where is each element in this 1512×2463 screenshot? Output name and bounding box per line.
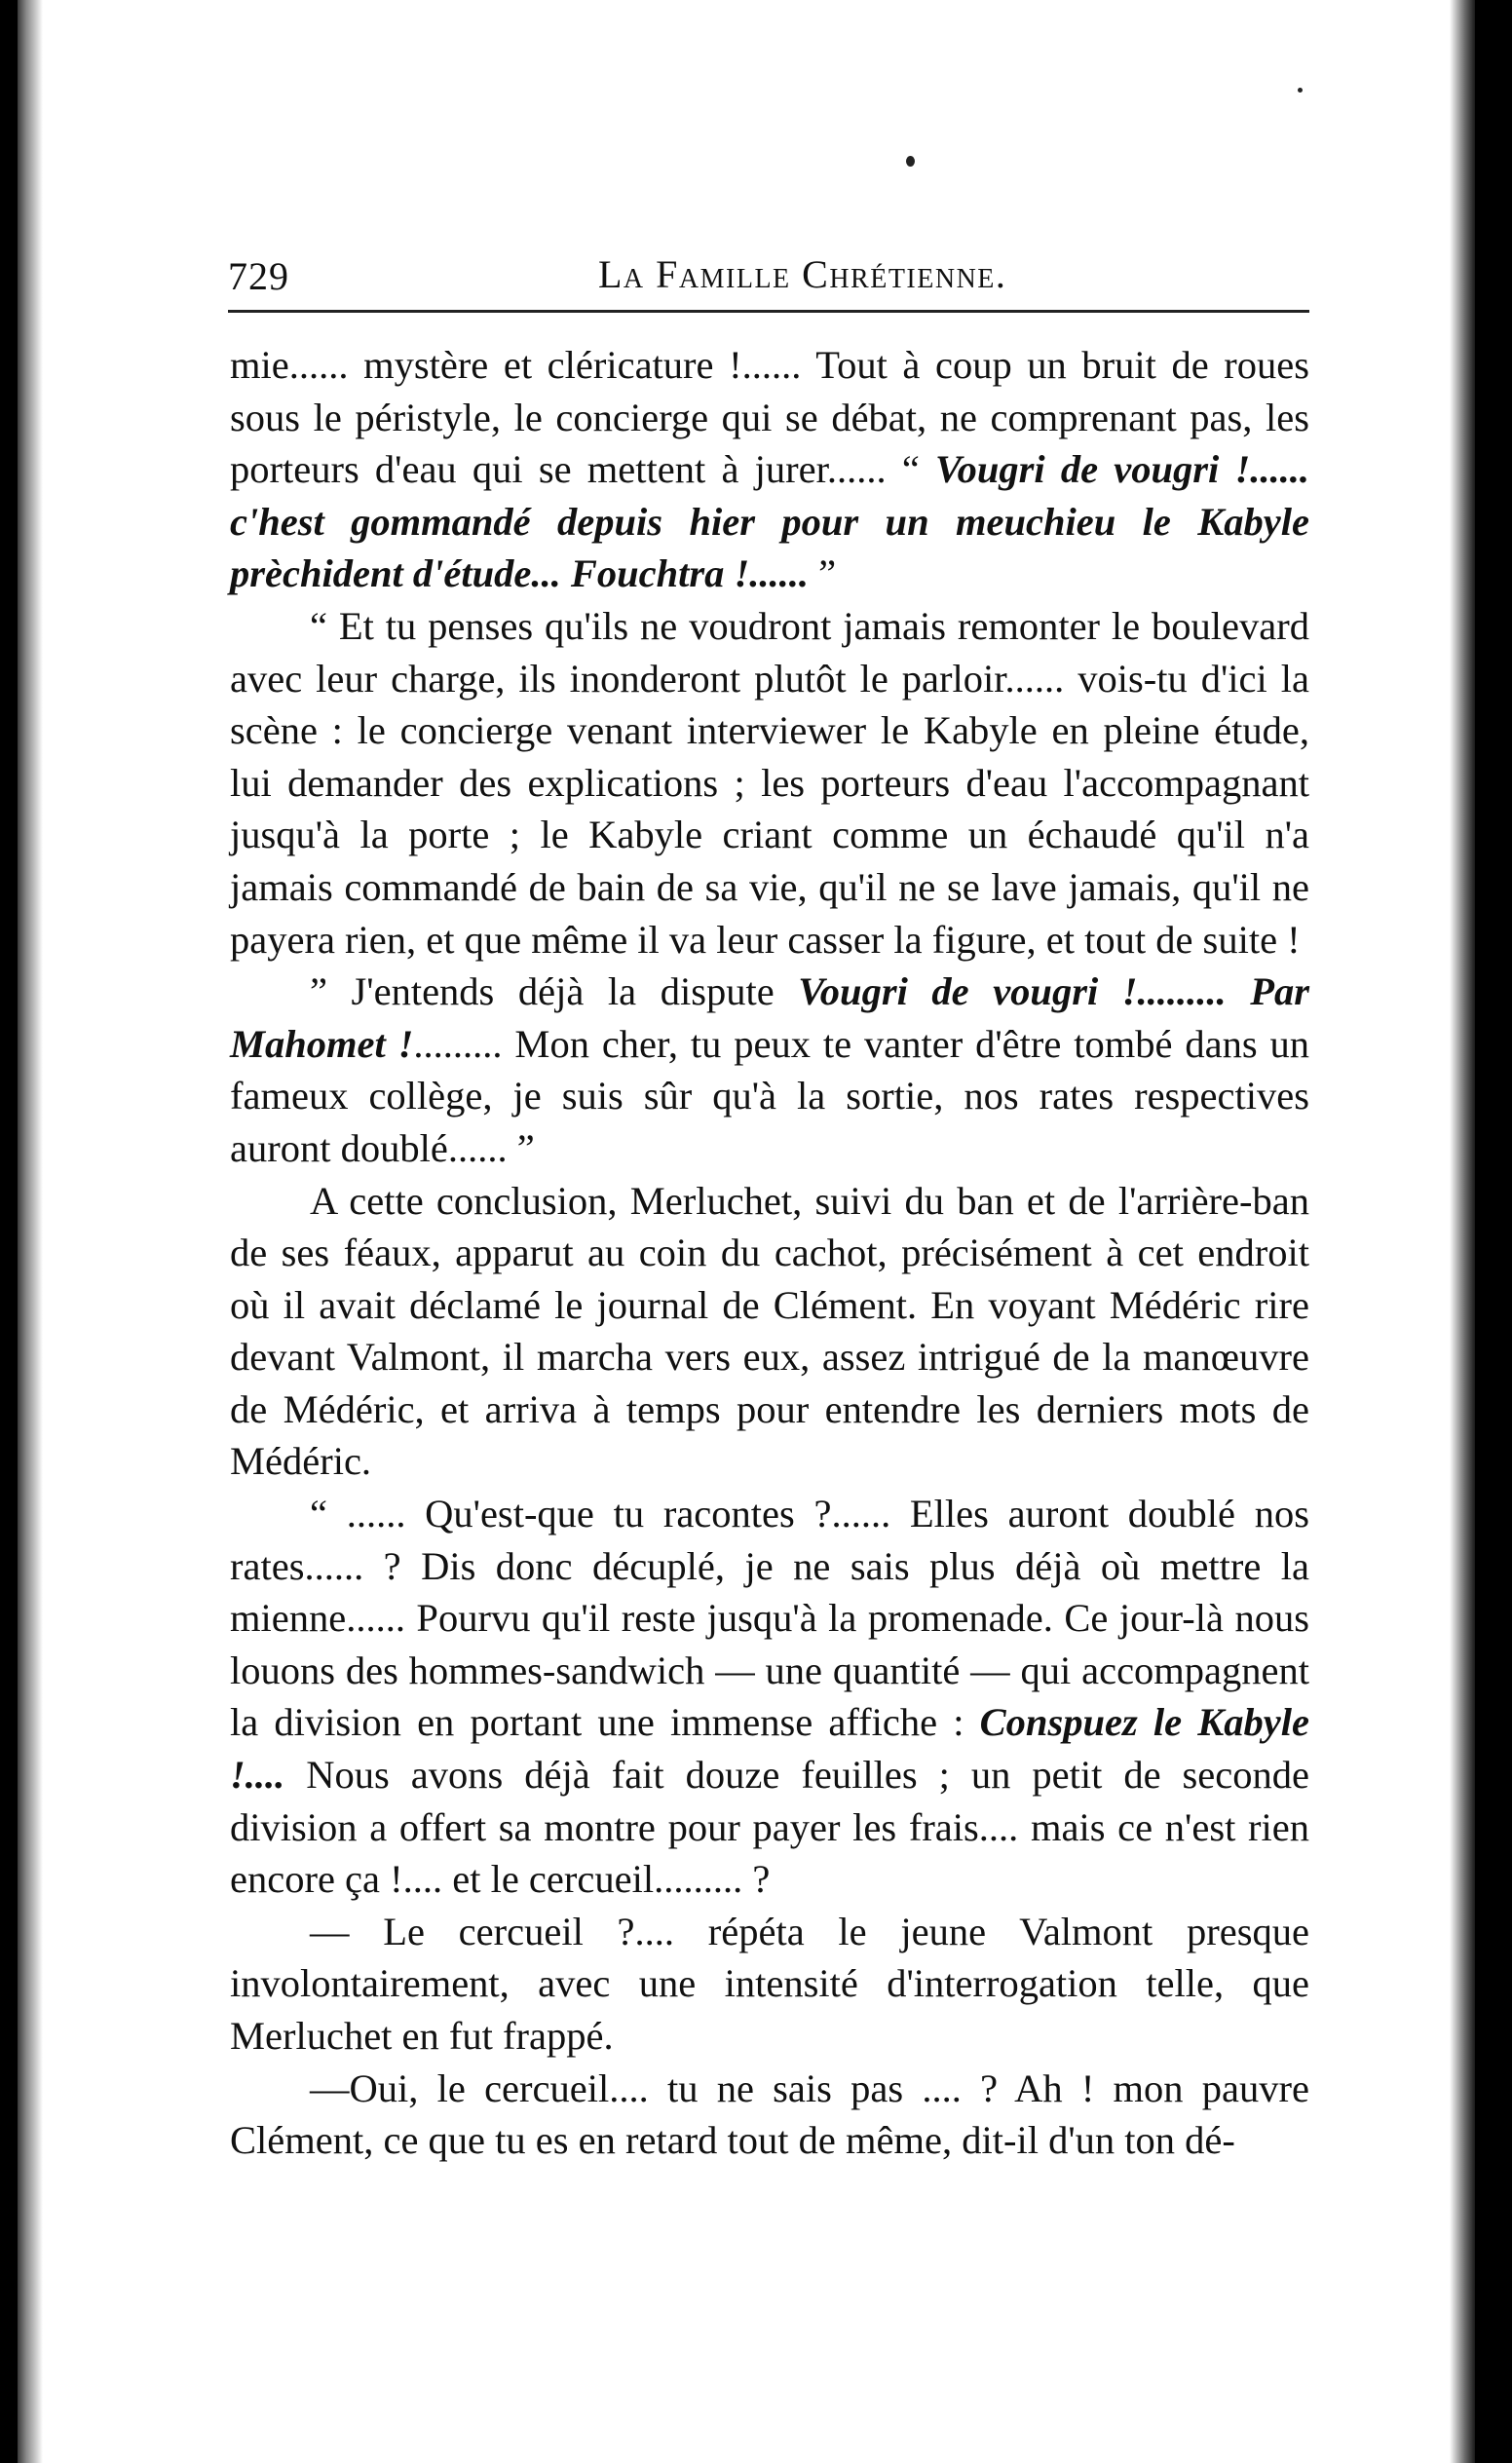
- page-number: 729: [228, 254, 289, 298]
- paragraph: [230, 2063, 1309, 2167]
- text-run: ......... Mon cher, tu peux te vanter d'être tombé dans un fameux collège, je suis sûr qu'à la sortie, nos rates respectives auront doublé...... ”: [230, 1021, 1309, 1170]
- paragraph: [230, 966, 1309, 1174]
- italic-text-run: Vougri de vougri !......... Par Mahomet !: [230, 969, 1310, 1066]
- text-run: “ ...... Qu'est-que tu racontes ?...... Elles auront doublé nos rates...... ? Dis donc décuplé, je ne sais plus déjà où mettre la mienne...... Pourvu qu'il reste jusqu'à la promenade. Ce jour-là nous louons des hommes-sandwich — une quantité — qui accompagnent la division en portant une immense affiche :: [230, 1492, 1309, 1745]
- text-run: A cette conclusion, Merluchet, suivi du ban et de l'arrière-ban de ses féaux, apparut au coin du cachot, précisément à cet endroit où il avait déclamé le journal de Clément. En voyant Médéric rire devant Valmont, il marcha vers eux, assez intrigué de la manœuvre de Médéric, et arriva à temps pour entendre les derniers mots de Médéric.: [230, 1178, 1309, 1484]
- page-left-shadow: [18, 0, 43, 2463]
- speck-mark: [1298, 88, 1303, 93]
- running-head: La Famille Chrétienne.: [598, 252, 1007, 296]
- italic-text-run: Conspuez le Kabyle !....: [230, 1700, 1309, 1798]
- text-run: Nous avons déjà fait douze feuilles ; un petit de seconde division a offert sa montre pour payer les frais.... mais ce n'est rien encore ça !.... et le cercueil......... ?: [230, 1753, 1309, 1902]
- text-run: mie...... mystère et cléricature !...... Tout à coup un bruit de roues sous le péristyle, le concierge qui se débat, ne comprenant pas, les porteurs d'eau qui se mettent à jurer...... “: [230, 343, 1309, 492]
- paragraph: [230, 1175, 1309, 1489]
- book-page: [18, 0, 1475, 2463]
- text-run: “ Et tu penses qu'ils ne voudront jamais remonter le boulevard avec leur charge, ils inonderont plutôt le parloir...... vois-tu d'ici la scène : le concierge venant interviewer le Kabyle en pleine étude, lui demander des explications ; les porteurs d'eau l'accompagnant jusqu'à la porte ; le Kabyle criant comme un échaudé qu'il n'a jamais commandé de bain de sa vie, qu'il ne se lave jamais, qu'il ne payera rien, et que même il va leur casser la figure, et tout de suite !: [230, 603, 1309, 962]
- header-rule: [228, 310, 1309, 313]
- text-run: —Oui, le cercueil.... tu ne sais pas .... ? Ah ! mon pauvre Clément, ce que tu es en retard tout de même, dit-il d'un ton dé-: [230, 2065, 1309, 2163]
- body-text: [230, 339, 1309, 2167]
- page-right-shadow: [1450, 0, 1475, 2463]
- speck-mark: [906, 156, 915, 167]
- paragraph: [230, 600, 1309, 966]
- paragraph: [230, 339, 1309, 600]
- page-header: [228, 246, 1309, 314]
- italic-text-run: Vougri de vougri !...... c'hest gommandé depuis hier pour un meuchieu le Kabyle prèchident d'étude... Fouchtra !......: [230, 447, 1309, 596]
- paragraph: [230, 1906, 1309, 2063]
- text-run: ” J'entends déjà la dispute: [310, 969, 799, 1014]
- paragraph: [230, 1488, 1309, 1906]
- text-run: ”: [809, 551, 837, 596]
- text-run: — Le cercueil ?.... répéta le jeune Valmont presque involontairement, avec une intensité d'interrogation telle, que Merluchet en fut frappé.: [230, 1909, 1309, 2058]
